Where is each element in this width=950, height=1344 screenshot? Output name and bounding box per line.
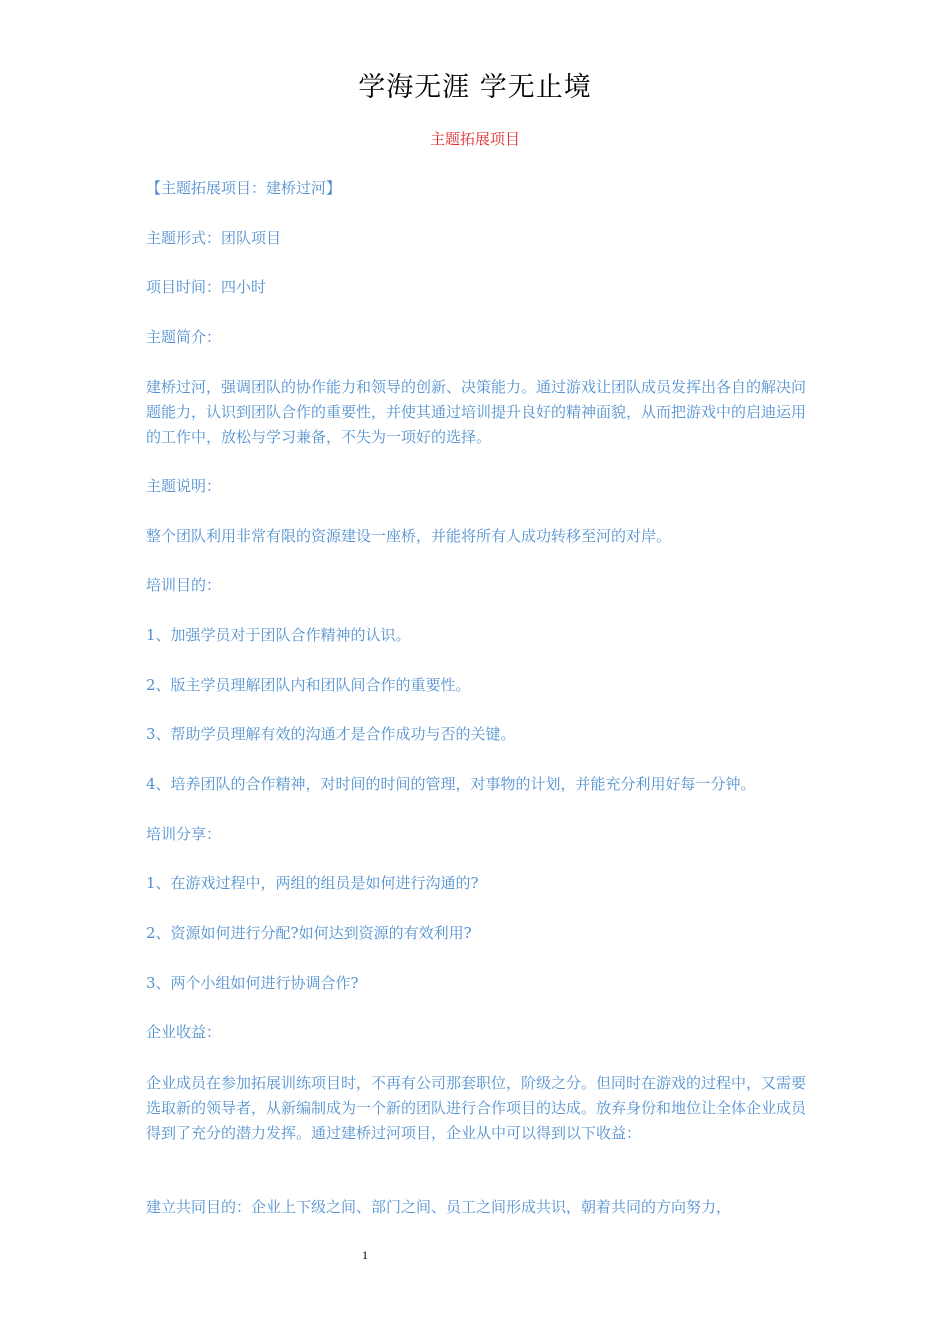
sharing-item: 1、在游戏过程中，两组的组员是如何进行沟通的? [146, 874, 479, 892]
page-number: 1 [362, 1248, 368, 1262]
project-form-paragraph: 主题形式：团队项目 [146, 229, 282, 247]
sharing-heading: 培训分享： [146, 825, 222, 843]
intro-paragraph: 建桥过河，强调团队的协作能力和领导的创新、决策能力。通过游戏让团队成员发挥出各自的解决问题能力，认识到团队合作的重要性，并使其通过培训提升良好的精神面貌，从而把游戏中的启迪运用的工作中，放松与学习兼备，不失为一项好的选择。 [146, 378, 807, 446]
sharing-item: 2、资源如何进行分配?如何达到资源的有效利用? [146, 924, 472, 942]
shared-goal-paragraph: 建立共同目的：企业上下级之间、部门之间、员工之间形成共识，朝着共同的方向努力， [146, 1198, 732, 1216]
benefits-heading: 企业收益： [146, 1023, 222, 1041]
header-title: 学海无涯 学无止境 [358, 72, 592, 103]
objective-item: 1、加强学员对于团队合作精神的认识。 [146, 626, 411, 644]
description-heading: 主题说明： [146, 477, 222, 495]
sharing-item: 3、两个小组如何进行协调合作? [146, 974, 359, 992]
document-subtitle: 主题拓展项目 [429, 130, 520, 148]
description-paragraph: 整个团队利用非常有限的资源建设一座桥，并能将所有人成功转移至河的对岸。 [146, 527, 672, 545]
project-name-paragraph: 【主题拓展项目：建桥过河】 [146, 179, 342, 197]
objective-item: 4、培养团队的合作精神，对时间的时间的管理，对事物的计划，并能充分利用好每一分钟。 [146, 775, 756, 793]
objectives-heading: 培训目的： [146, 576, 222, 594]
project-time-paragraph: 项目时间：四小时 [146, 278, 267, 296]
intro-heading: 主题简介： [146, 328, 222, 346]
benefits-paragraph: 企业成员在参加拓展训练项目时，不再有公司那套职位，阶级之分。但同时在游戏的过程中，又需要选取新的领导者，从新编制成为一个新的团队进行合作项目的达成。放弃身份和地位让全体企业成员得到了充分的潜力发挥。通过建桥过河项目，企业从中可以得到以下收益： [146, 1074, 807, 1142]
objective-item: 2、版主学员理解团队内和团队间合作的重要性。 [146, 676, 471, 694]
objective-item: 3、帮助学员理解有效的沟通才是合作成功与否的关键。 [146, 725, 516, 743]
